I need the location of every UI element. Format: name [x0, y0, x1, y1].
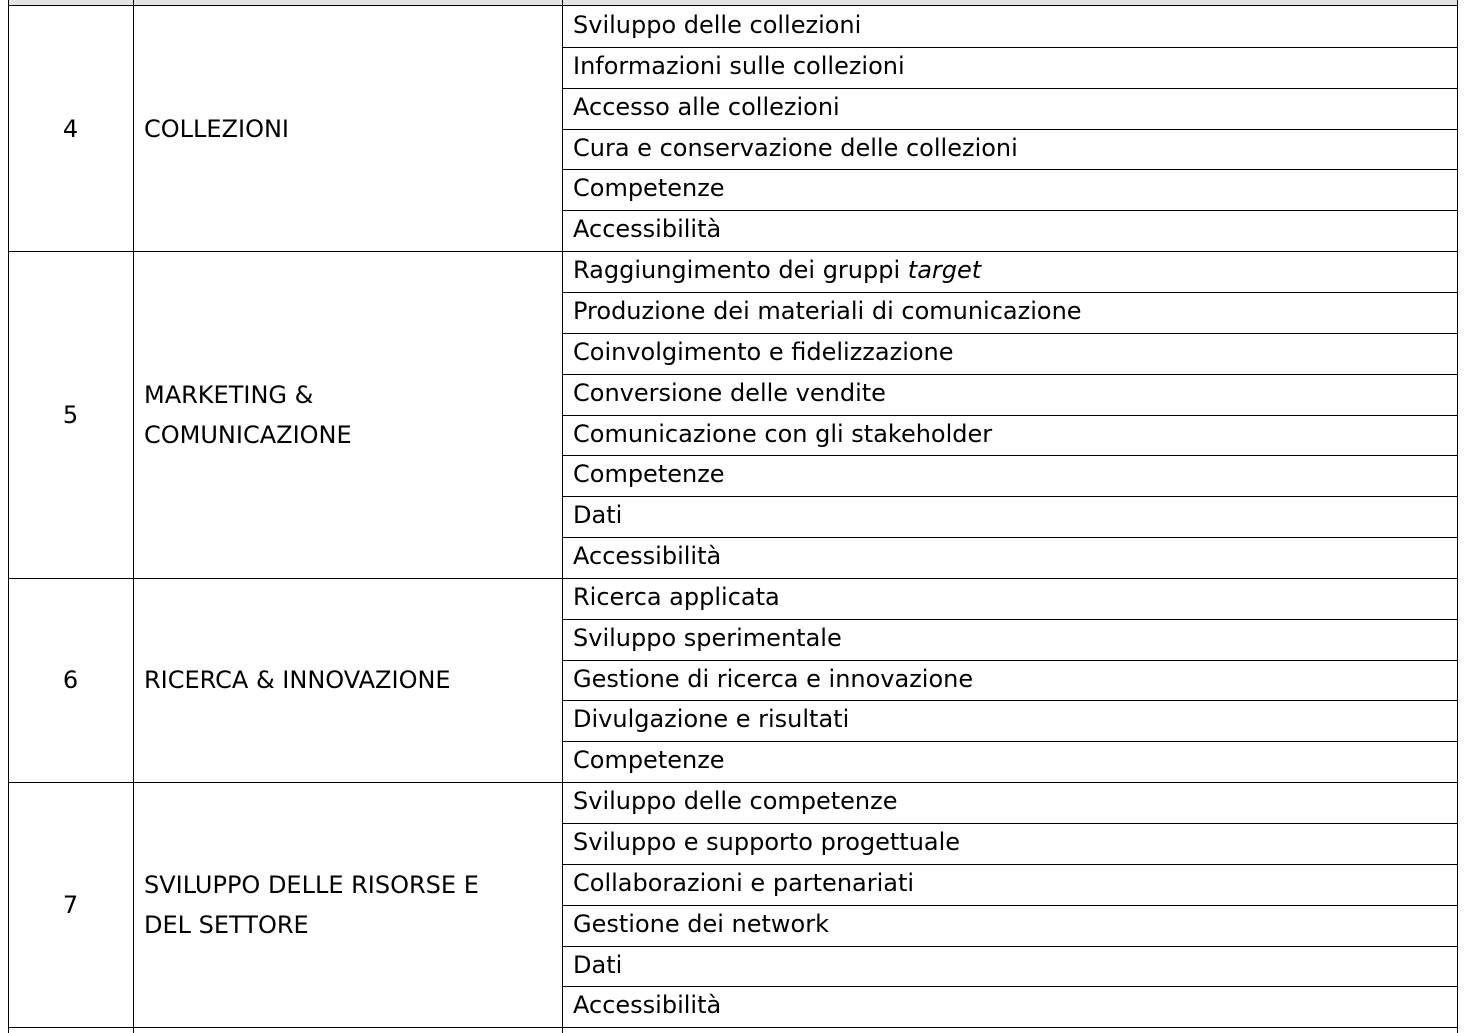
subarea-item — [573, 536, 1453, 576]
section-number: 7 — [62, 890, 79, 919]
subarea-item — [573, 373, 1453, 413]
section-number: 4 — [62, 114, 79, 143]
subarea-item — [573, 985, 1453, 1025]
subarea-text: Cura e conservazione delle collezioni — [573, 133, 1018, 162]
area-title-line: COLLEZIONI — [144, 114, 289, 143]
area-title-line: MARKETING & — [144, 380, 314, 409]
subarea-text: Produzione dei materiali di comunicazione — [573, 296, 1082, 325]
subarea-text: Competenze — [573, 174, 725, 203]
subarea-item — [573, 577, 1453, 617]
subarea-text: Ricerca applicata — [573, 582, 780, 611]
subarea-text: Collaborazioni e partenariati — [573, 868, 915, 897]
subarea-text: Accessibilità — [573, 991, 722, 1020]
subarea-text: Accesso alle collezioni — [573, 92, 840, 121]
subarea-text: Raggiungimento dei gruppi — [573, 256, 908, 285]
subarea-text: Gestione dei network — [573, 909, 829, 938]
subarea-item — [573, 740, 1453, 780]
subarea-text: Competenze — [573, 460, 725, 489]
section-area-title — [144, 375, 554, 455]
subarea-text: Informazioni sulle collezioni — [573, 51, 905, 80]
subarea-item — [573, 495, 1453, 535]
section-divider — [8, 1027, 1457, 1028]
subarea-text: Dati — [573, 501, 623, 530]
subarea-item — [573, 822, 1453, 862]
subarea-item — [573, 250, 1453, 290]
subarea-item — [573, 781, 1453, 821]
subarea-text: Conversione delle vendite — [573, 378, 886, 407]
subarea-item — [573, 659, 1453, 699]
column-border — [8, 0, 9, 1033]
subarea-item — [573, 5, 1453, 45]
area-title-line: RICERCA & INNOVAZIONE — [144, 666, 451, 695]
subarea-item — [573, 699, 1453, 739]
subarea-text: Accessibilità — [573, 215, 722, 244]
subarea-item — [573, 168, 1453, 208]
column-border — [562, 0, 563, 1033]
section-area-title — [144, 660, 554, 700]
subarea-text: Coinvolgimento e fidelizzazione — [573, 337, 954, 366]
subarea-item — [573, 454, 1453, 494]
subarea-text: Sviluppo e supporto progettuale — [573, 828, 961, 856]
subarea-text: Comunicazione con gli stakeholder — [573, 419, 993, 448]
area-title-line: DEL SETTORE — [144, 910, 309, 939]
subarea-item — [573, 46, 1453, 86]
subarea-text: Sviluppo sperimentale — [573, 623, 842, 652]
subarea-item — [573, 618, 1453, 658]
subarea-italic-text: target — [907, 256, 982, 285]
subarea-item — [573, 945, 1453, 985]
subarea-item — [573, 332, 1453, 372]
column-border — [1457, 0, 1458, 1033]
subarea-text: Accessibilità — [573, 542, 722, 571]
section-area-title — [144, 109, 554, 149]
subarea-item — [573, 291, 1453, 331]
subarea-item — [573, 87, 1453, 127]
subarea-item — [573, 414, 1453, 454]
subarea-text: Dati — [573, 950, 623, 979]
subarea-text: Sviluppo delle competenze — [573, 787, 898, 816]
area-title-line: COMUNICAZIONE — [144, 420, 352, 449]
subarea-item — [573, 904, 1453, 944]
subarea-text: Competenze — [573, 746, 725, 775]
column-border — [133, 0, 134, 1033]
section-area-title — [144, 865, 554, 945]
subarea-item — [573, 863, 1453, 903]
area-title-line: SVILUPPO DELLE RISORSE E — [144, 870, 479, 899]
subarea-text: Divulgazione e risultati — [573, 705, 850, 734]
subarea-text: Sviluppo delle collezioni — [573, 11, 862, 39]
subarea-text: Gestione di ricerca e innovazione — [573, 664, 974, 693]
section-number: 6 — [62, 666, 79, 695]
subarea-item — [573, 128, 1453, 168]
section-number: 5 — [62, 400, 79, 429]
subarea-item — [573, 209, 1453, 249]
